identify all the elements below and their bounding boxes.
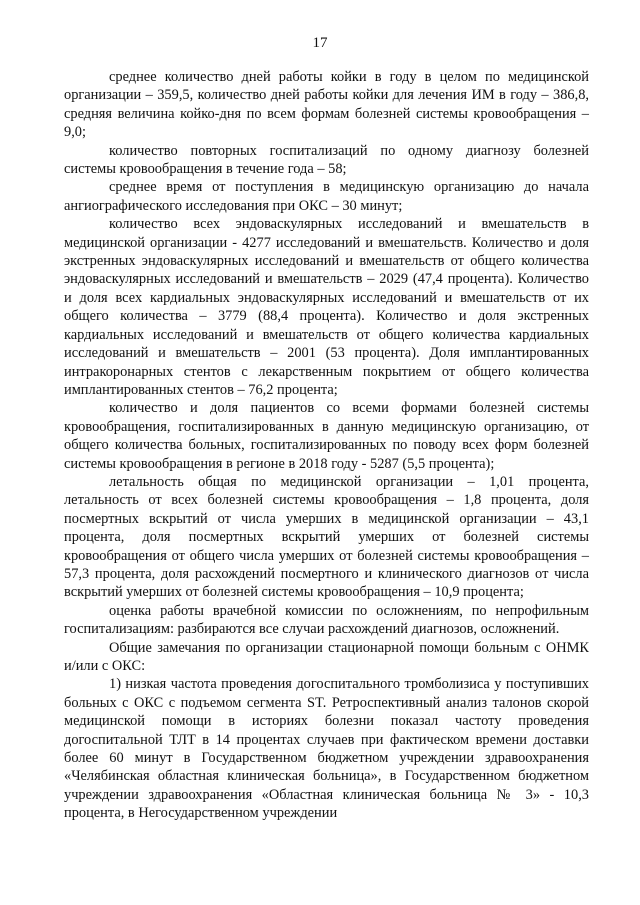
paragraph-endovascular-interventions: количество всех эндоваскулярных исследований и вмешательств в медицинской организации - 4277 исследований и вмешательств. Количество и доля экстренных эндоваскулярных исследований и вмешательств от общего количества эндоваскулярных исследований и вмешательств – 2029 (47,4 процента). Количество и доля всех кардиальных эндоваскулярных исследований и вмешательств от их общего количества – 3779 (88,4 процента). Количество и доля экстренных кардиальных исследований и вмешательств от общего количества кардиальных исследований и вмешательств – 2001 (53 процента). Доля имплантированных интракоронарных стентов с лекарственным покрытием от общего количества имплантированных стентов – 76,2 процента; [64, 216, 589, 398]
paragraph-repeat-hospitalizations: количество повторных госпитализаций по одному диагнозу болезней системы кровообращения в течение года – 58; [64, 142, 589, 178]
paragraph-patients-share: количество и доля пациентов со всеми формами болезней системы кровообращения, госпитализированных в данную медицинскую организацию, от общего количества больных, госпитализированных по поводу всех форм болезней системы кровообращения в регионе в 2018 году - 5287 (5,5 процента); [64, 400, 589, 472]
document-body [64, 68, 589, 823]
paragraph-angiography-time: среднее время от поступления в медицинскую организацию до начала ангиографического исследования при ОКС – 30 минут; [64, 179, 589, 214]
paragraph-mortality: летальность общая по медицинской организации – 1,01 процента, летальность от всех болезней системы кровообращения – 1,8 процента, доля посмертных вскрытий от числа умерших в медицинской организации – 43,1 процента, доля посмертных вскрытий умерших от болезней системы кровообращения от общего числа умерших от болезней системы кровообращения – 57,3 процента, доля расхождений посмертного и клинического диагнозов от числа вскрытий умерших от болезней системы кровообращения – 10,9 процента; [64, 473, 589, 601]
paragraph-general-remarks-heading: Общие замечания по организации стационарной помощи больным с ОНМК и/или с ОКС: [64, 639, 589, 674]
page-number: 17 [312, 35, 328, 51]
paragraph-remark-1-thrombolysis: 1) низкая частота проведения догоспитального тромболизиса у поступивших больных с ОКС с подъемом сегмента ST. Ретроспективный анализ талонов скорой медицинской помощи в историях болезни показал частоту проведения догоспитальной ТЛТ в 14 процентах случаев при фактическом времени доставки более 60 минут в Государственном бюджетном учреждении здравоохранения «Челябинская областная клиническая больница», в Государственном бюджетном учреждении здравоохранения «Областная клиническая больница № 3» - 10,3 процента, в Негосударственном учреждении [64, 676, 589, 822]
paragraph-bed-days: среднее количество дней работы койки в году в целом по медицинской организации – 359,5, количество дней работы койки для лечения ИМ в году – 386,8, средняя величина койко-дня по всем формам болезней системы кровообращения – 9,0; [64, 69, 589, 141]
paragraph-medical-commission: оценка работы врачебной комиссии по осложнениям, по непрофильным госпитализациям: разбираются все случаи расхождений диагнозов, осложнений. [64, 602, 589, 638]
